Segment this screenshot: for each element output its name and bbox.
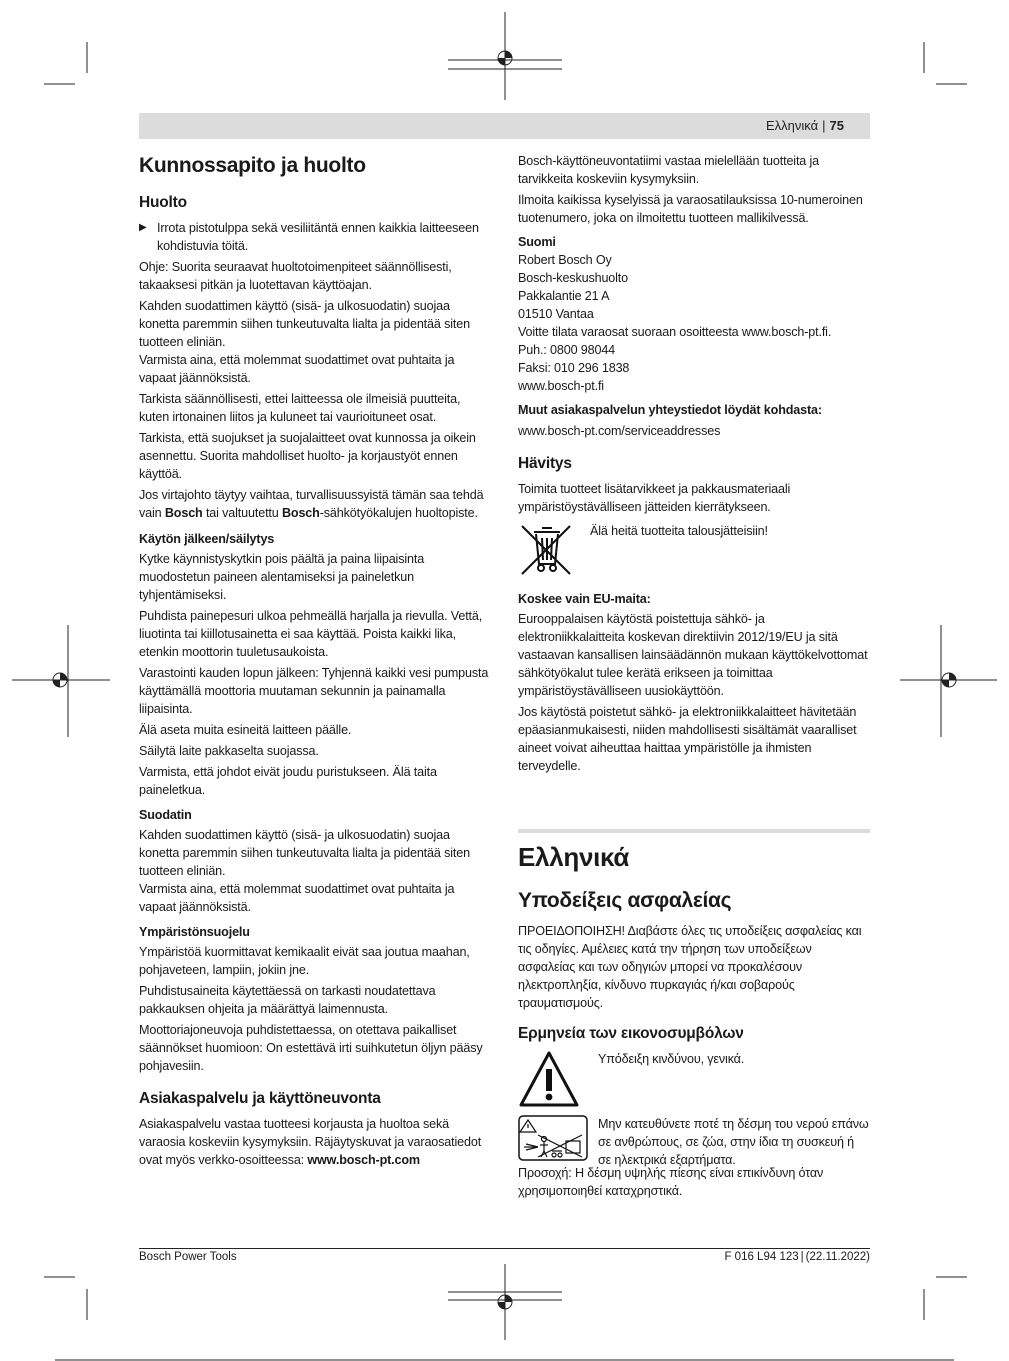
heading-symbols: Ερμηνεία των εικονοσυμβόλων — [518, 1025, 744, 1042]
paragraph-cord-replacement — [139, 486, 491, 522]
address-company: Robert Bosch Oy — [518, 253, 612, 267]
paragraph-product-number: Ilmoita kaikissa kyselyissä ja varaosatilauksissa 10-numeroinen tuotenumero, joka on ilmoitettu tuotteen mallikilvessä. — [518, 193, 863, 225]
bullet-arrow-icon: ▶ — [139, 222, 147, 233]
bullet-unplug-text: Irrota pistotulppa sekä vesiliitäntä ennen kaikkia laitteeseen kohdistuvia töitä. — [157, 221, 479, 253]
heading-suomi: Suomi — [518, 235, 556, 249]
paragraph-filters-clean: Varmista aina, että molemmat suodattimet ovat puhtaita ja vapaat jäännöksistä. — [139, 353, 455, 385]
paragraph-filter-1: Kahden suodattimen käyttö (sisä- ja ulkosuodatin) suojaa konetta paremmin siihen tunkeutuvalta lialta ja pidentää siten tuotteen eliniän. — [139, 828, 470, 878]
footer-rule — [139, 1248, 870, 1249]
paragraph-storage-5: Säilytä laite pakkaselta suojassa. — [139, 744, 319, 758]
paragraph-check-defects: Tarkista säännöllisesti, ettei laitteessa ole ilmeisiä puutteita, kuten irtonainen liitos ja kuluneet tai vaurioituneet osat. — [139, 392, 461, 424]
paragraph-eu-hazard: Jos käytöstä poistetut sähkö- ja elektroniikkalaitteet hävitetään epäasianmukaisesti, niiden mahdollisesti sisältämät vaaralliset aineet voivat aiheuttaa haittaa ympäristölle ja ihmisten terveydelle. — [518, 705, 857, 773]
paragraph-env-2: Puhdistusaineita käytettäessä on tarkasti noudatettava pakkauksen ohjeita ja määrättyä laimennusta. — [139, 984, 436, 1016]
header-language: Ελληνικά — [765, 118, 819, 133]
disposal-icon-text: Älä heitä tuotteita talousjätteisiin! — [590, 524, 768, 538]
paragraph-env-1: Ympäristöä kuormittavat kemikaalit eivät saa joutua maahan, pohjaveteen, lampiin, jokiin jne. — [139, 945, 470, 977]
symbol-general-warning-text: Υπόδειξη κινδύνου, γενικά. — [598, 1052, 745, 1066]
language-divider — [518, 829, 870, 833]
footer-date: (22.11.2022) — [805, 1251, 870, 1263]
address-service-center: Bosch-keskushuolto — [518, 271, 629, 285]
heading-other-contacts: Muut asiakaspalvelun yhteystiedot löydät kohdasta: — [518, 403, 822, 417]
paragraph-env-3: Moottoriajoneuvoja puhdistettaessa, on otettava paikalliset säännökset huomioon: On estettävä irti suihkutetun öljyn pääsy pohjavesiin. — [139, 1023, 483, 1073]
symbol-row-general-warning — [518, 1050, 870, 1110]
paragraph-warning: ΠΡΟΕΙΔΟΠΟΙΗΣΗ! Διαβάστε όλες τις υποδείξεις ασφαλείας και τις οδηγίες. Αμέλειες κατά την τήρηση των υποδείξεων ασφαλείας και των οδηγιών μπορεί να προκαλέσουν ηλεκτροπληξία, κίνδυνο πυρκαγιάς ή/και σοβαρούς τραυματισμούς. — [518, 924, 862, 1010]
bullet-unplug — [139, 219, 491, 255]
paragraph-advice-team: Bosch-käyttöneuvontatiimi vastaa mielellään tuotteita ja tarvikkeita koskeviin kysymyksiin. — [518, 154, 820, 186]
footer-doc-info — [724, 1251, 870, 1263]
customer-service-text: Asiakaspalvelu vastaa tuotteesi korjausta ja huoltoa sekä varaosia koskeviin kysymyksiin. Räjäytyskuvat ja varaosatiedot ovat myös verkko-osoitteessa: — [139, 1117, 482, 1167]
symbol-row-water-jet — [518, 1115, 870, 1169]
paragraph-disposal: Toimita tuotteet lisätarvikkeet ja pakkausmateriaali ympäristöystävälliseen jätteiden kierrätykseen. — [518, 482, 791, 514]
address-street: Pakkalantie 21 A — [518, 289, 610, 303]
footer-doc-code: F 016 L94 123 — [724, 1251, 799, 1263]
heading-storage: Käytön jälkeen/säilytys — [139, 532, 275, 546]
header-separator: | — [822, 118, 826, 133]
language-title-greek: Ελληνικά — [518, 842, 630, 872]
heading-disposal: Hävitys — [518, 455, 572, 472]
heading-filter: Suodatin — [139, 808, 192, 822]
paragraph-storage-6: Varmista, että johdot eivät joudu puristukseen. Älä taita paineletkua. — [139, 765, 437, 797]
paragraph-storage-3: Varastointi kauden lopun jälkeen: Tyhjennä kaikki vesi pumpusta käyttämällä moottoria muutaman sekunnin ja painamalla liipaisinta. — [139, 666, 489, 716]
heading-environment: Ympäristönsuojelu — [139, 925, 250, 939]
paragraph-high-pressure-caution: Προσοχή: Η δέσμη υψηλής πίεσης είναι επικίνδυνη όταν χρησιμοποιηθεί καταχρηστικά. — [518, 1166, 824, 1198]
page-number: 75 — [829, 118, 844, 133]
crossed-bin-icon — [518, 522, 590, 578]
link-bosch-pt-com[interactable]: www.bosch-pt.com — [307, 1153, 420, 1167]
footer-brand: Bosch Power Tools — [139, 1251, 237, 1263]
paragraph-storage-4: Älä aseta muita esineitä laitteen päälle. — [139, 723, 352, 737]
warning-triangle-icon — [518, 1050, 598, 1110]
heading-huolto: Huolto — [139, 194, 187, 211]
header-bar — [139, 113, 870, 139]
disposal-icon-row — [518, 522, 870, 578]
section-title-maintenance: Kunnossapito ja huolto — [139, 154, 366, 177]
paragraph-eu-directive: Eurooppalaisen käytöstä poistettuja sähkö- ja elektroniikkalaitteita koskevan direktiivin 2012/19/EU ja sitä vastaavan kansallisen lainsäädännön mukaan käyttökelvottomat sähkötyökalut tulee kerätä erikseen ja toimittaa ympäristöystävälliseen uusiokäyttöön. — [518, 612, 868, 698]
right-column — [518, 152, 870, 1200]
address-website[interactable]: www.bosch-pt.fi — [518, 379, 604, 393]
paragraph-check-guards: Tarkista, että suojukset ja suojalaitteet ovat kunnossa ja oikein asennettu. Suorita mahdolliset huolto- ja korjaustyöt ennen käyttöä. — [139, 431, 476, 481]
footer-separator: | — [800, 1251, 804, 1263]
paragraph-note: Ohje: Suorita seuraavat huoltotoimenpiteet säännöllisesti, takaaksesi pitkän ja luotettavan käyttöajan. — [139, 260, 452, 292]
heading-eu-only: Koskee vain EU-maita: — [518, 592, 651, 606]
cord-text-a: Jos virtajohto täytyy vaihtaa, turvallisuussyistä tämän saa tehdä vain — [139, 488, 484, 520]
left-column — [139, 152, 491, 1169]
paragraph-storage-1: Kytke käynnistyskytkin pois päältä ja paina liipaisinta muodostetun paineen alentamiseksi ja paineletkun tyhjentämiseksi. — [139, 552, 425, 602]
section-title-safety: Υποδείξεις ασφαλείας — [518, 889, 732, 912]
paragraph-filters: Kahden suodattimen käyttö (sisä- ja ulkosuodatin) suojaa konetta paremmin siihen tunkeutuvalta lialta ja pidentää siten tuotteen eliniän. — [139, 299, 470, 349]
brand-bosch-1: Bosch — [164, 506, 203, 520]
cord-text-d: -sähkötyökalujen huoltopiste. — [319, 506, 478, 520]
paragraph-storage-2: Puhdista painepesuri ulkoa pehmeällä harjalla ja rievulla. Vettä, liuotinta tai kiillotusainetta ei saa käyttää. Poista kaikki lika, etenkin moottorin tuuletusaukoista. — [139, 609, 483, 659]
address-order-parts: Voitte tilata varaosat suoraan osoitteesta www.bosch-pt.fi. — [518, 325, 832, 339]
heading-customer-service: Asiakaspalvelu ja käyttöneuvonta — [139, 1090, 381, 1107]
link-service-addresses[interactable]: www.bosch-pt.com/serviceaddresses — [518, 424, 721, 438]
address-fax: Faksi: 010 296 1838 — [518, 361, 630, 375]
address-postcode: 01510 Vantaa — [518, 307, 594, 321]
cord-text-c: tai valtuutettu — [202, 506, 282, 520]
address-phone: Puh.: 0800 98044 — [518, 343, 616, 357]
symbol-water-jet-text: Μην κατευθύνετε ποτέ τη δέσμη του νερού επάνω σε ανθρώπους, σε ζώα, στην ίδια τη συσκευή ή σε ηλεκτρικά εξαρτήματα. — [598, 1117, 869, 1167]
water-jet-warning-icon — [518, 1115, 598, 1169]
paragraph-customer-service — [139, 1115, 491, 1169]
paragraph-filter-2: Varmista aina, että molemmat suodattimet ovat puhtaita ja vapaat jäännöksistä. — [139, 882, 455, 914]
running-header — [766, 118, 844, 133]
brand-bosch-2: Bosch — [281, 506, 320, 520]
